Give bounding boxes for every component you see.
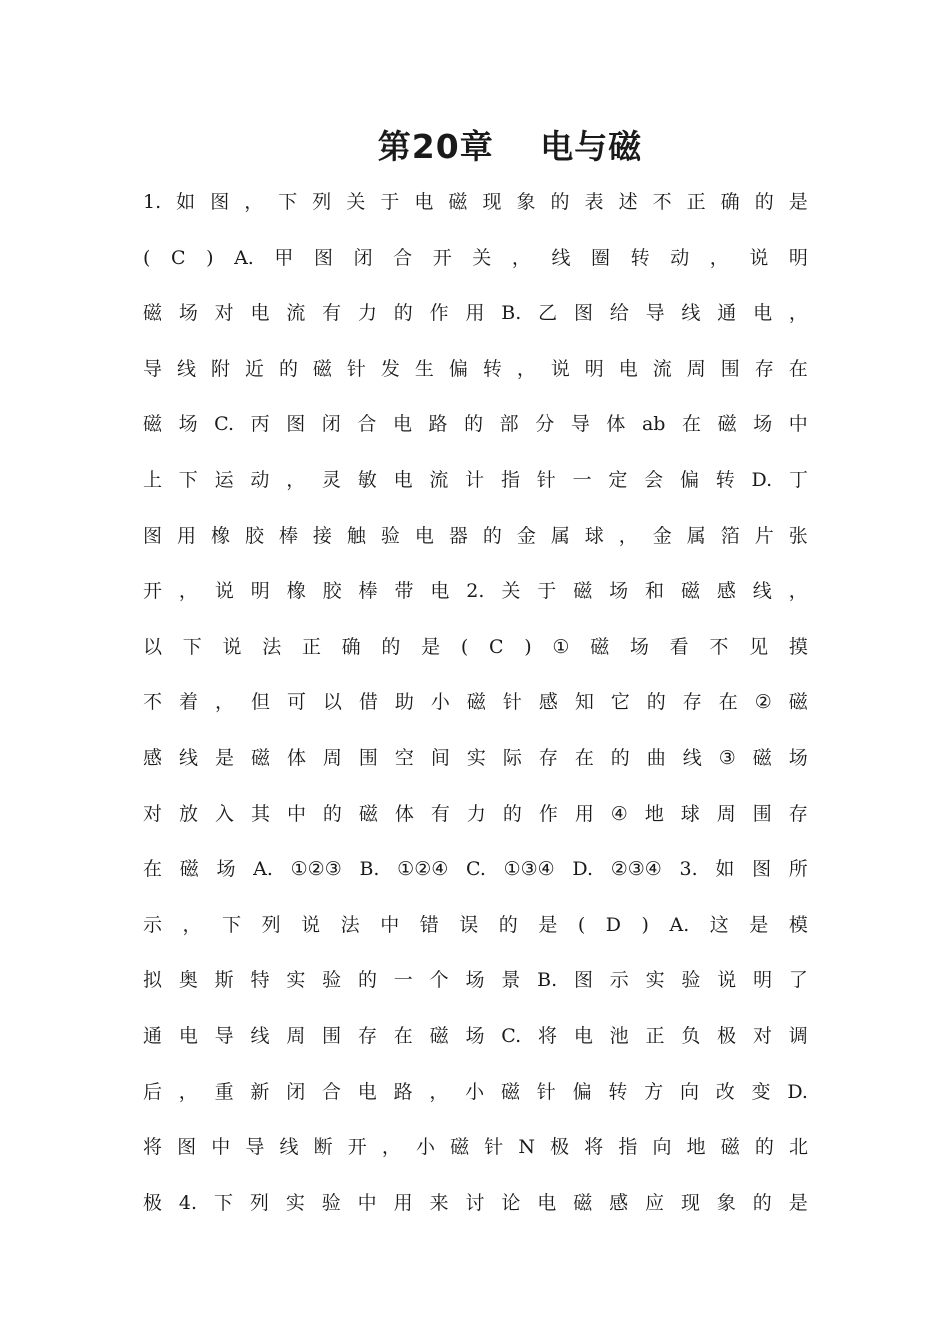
text-line: 通 电 导 线 周 围 存 在 磁 场 C. 将 电 池 正 负 极 对 调 [143,1024,808,1047]
text-line: 上 下 运 动 ， 灵 敏 电 流 计 指 针 一 定 会 偏 转 D. 丁 [143,468,808,491]
text-line: 开 ， 说 明 橡 胶 棒 带 电 2. 关 于 磁 场 和 磁 感 线 ， [143,580,808,603]
text-line: 对 放 入 其 中 的 磁 体 有 力 的 作 用 ④ 地 球 周 围 存 [143,802,808,825]
text-line: 感 线 是 磁 体 周 围 空 间 实 际 存 在 的 曲 线 ③ 磁 场 [143,746,808,769]
text-line: 不 着 ， 但 可 以 借 助 小 磁 针 感 知 它 的 存 在 ② 磁 [143,691,808,714]
text-line: 导 线 附 近 的 磁 针 发 生 偏 转 ， 说 明 电 流 周 围 存 在 [143,357,808,380]
text-line: 示 ， 下 列 说 法 中 错 误 的 是 ( D ) A. 这 是 模 [143,913,808,936]
text-line: 以 下 说 法 正 确 的 是 ( C ) ① 磁 场 看 不 见 摸 [143,635,808,658]
text-line: 磁 场 对 电 流 有 力 的 作 用 B. 乙 图 给 导 线 通 电 ， [143,302,808,325]
text-line: ( C ) A. 甲 图 闭 合 开 关 ， 线 圈 转 动 ， 说 明 [143,246,808,269]
text-line: 极 4. 下 列 实 验 中 用 来 讨 论 电 磁 感 应 现 象 的 是 [143,1191,808,1214]
chapter-title: 第20章 电与磁 [377,127,643,166]
text-line: 拟 奥 斯 特 实 验 的 一 个 场 景 B. 图 示 实 验 说 明 了 [143,969,808,992]
text-line: 1. 如 图 ， 下 列 关 于 电 磁 现 象 的 表 述 不 正 确 的 是 [143,191,808,213]
text-line: 后 ， 重 新 闭 合 电 路 ， 小 磁 针 偏 转 方 向 改 变 D. [143,1080,808,1103]
text-line: 将 图 中 导 线 断 开 ， 小 磁 针 N 极 将 指 向 地 磁 的 北 [143,1136,808,1159]
text-line: 磁 场 C. 丙 图 闭 合 电 路 的 部 分 导 体 ab 在 磁 场 中 [143,413,808,436]
body-text [143,175,808,1231]
text-line: 图 用 橡 胶 棒 接 触 验 电 器 的 金 属 球 ， 金 属 箔 片 张 [143,524,808,547]
text-line: 在 磁 场 A. ①②③ B. ①②④ C. ①③④ D. ②③④ 3. 如 图 所 [143,858,808,881]
